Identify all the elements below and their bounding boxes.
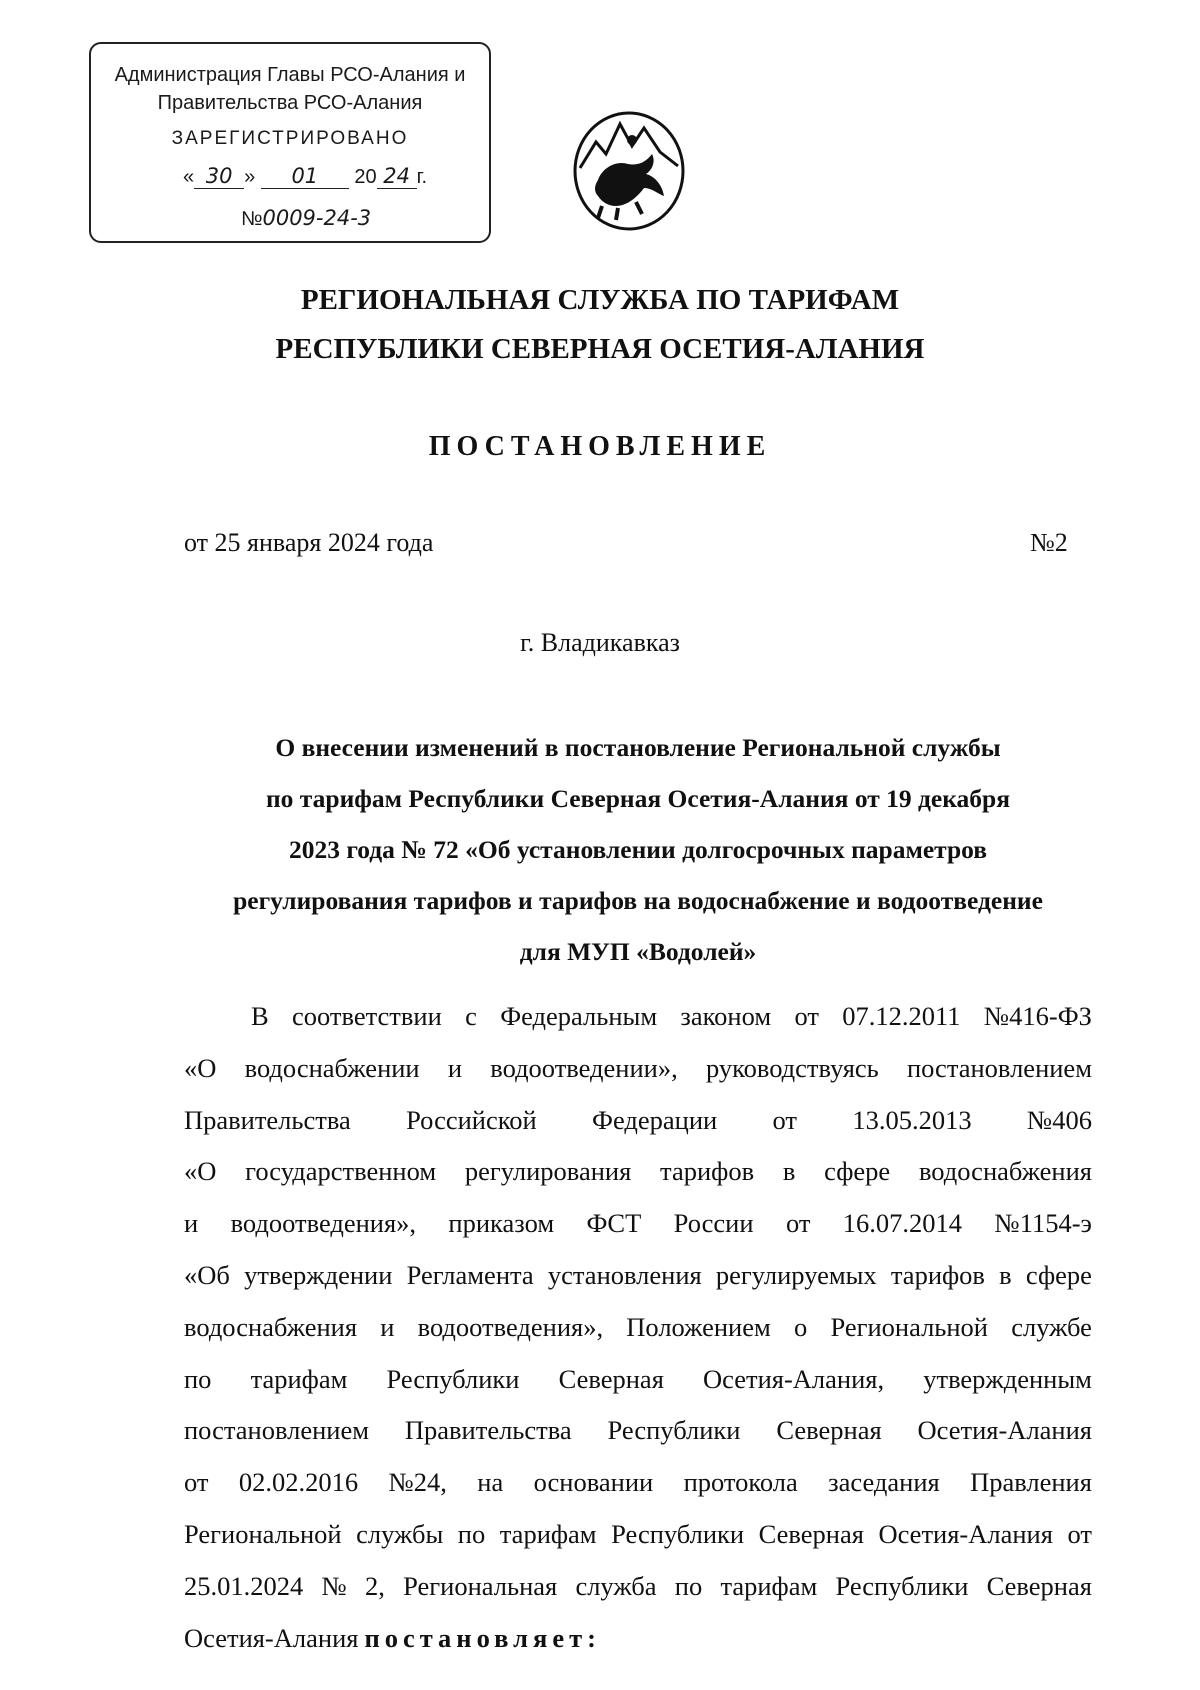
body-line xyxy=(184,1198,1092,1250)
body-word: 16.07.2014 xyxy=(842,1208,963,1239)
body-word: и xyxy=(447,1052,463,1083)
body-word: №406 xyxy=(1026,1104,1092,1135)
body-word: водоснабжении xyxy=(244,1052,420,1083)
document-type: ПОСТАНОВЛЕНИЕ xyxy=(428,431,772,462)
body-word: водоотведения», xyxy=(417,1311,604,1342)
body-word: от xyxy=(794,1001,819,1031)
stamp-month: 01 xyxy=(261,164,349,189)
body-word: Северная xyxy=(986,1570,1092,1601)
body-word: №416-ФЗ xyxy=(983,1001,1092,1031)
body-word: государственном xyxy=(245,1156,437,1187)
body-word: законом xyxy=(680,1001,772,1031)
body-line xyxy=(184,1457,1092,1509)
body-word: «О xyxy=(184,1156,217,1187)
body-word: Регламента xyxy=(406,1259,534,1290)
stamp-line-2: Правительства РСО-Алания xyxy=(157,92,423,114)
body-word: 02.02.2016 xyxy=(238,1467,359,1498)
body-word: Северная xyxy=(776,1415,882,1446)
body-line xyxy=(184,1354,1092,1406)
body-word: с xyxy=(465,1001,477,1031)
stamp-line-1: Администрация Главы РСО-Алания и xyxy=(114,64,466,86)
body-word: №24, xyxy=(388,1467,447,1498)
body-word: от xyxy=(772,1104,797,1135)
body-word: Республики xyxy=(835,1570,969,1601)
body-word: на xyxy=(477,1467,504,1498)
body-line xyxy=(184,1405,1092,1457)
body-word: Региональная xyxy=(403,1570,558,1601)
body-line-last xyxy=(184,1613,1092,1665)
body-word: В xyxy=(251,1001,269,1031)
body-word: постановлением xyxy=(906,1052,1092,1083)
body-word: руководствуясь xyxy=(705,1052,879,1083)
body-word: Региональной xyxy=(830,1311,988,1342)
stamp-day: 30 xyxy=(194,164,244,189)
body-word: Российской xyxy=(406,1104,537,1135)
coat-of-arms-icon xyxy=(572,110,686,232)
body-word: основании xyxy=(533,1467,654,1498)
document-number: №2 xyxy=(1030,528,1068,557)
title-line: регулирования тарифов и тарифов на водоснабжение и водоотведение xyxy=(233,886,1043,915)
stamp-number xyxy=(241,206,371,231)
body-line xyxy=(184,1095,1092,1147)
body-word: сфере xyxy=(824,1156,891,1187)
body-word: от xyxy=(184,1467,209,1498)
body-word: тарифам xyxy=(250,1363,348,1394)
body-line xyxy=(184,1509,1092,1561)
body-word: Республики xyxy=(607,1415,741,1446)
body-word: в xyxy=(999,1259,1012,1290)
body-last-word: постановляет: xyxy=(364,1622,601,1653)
title-line: О внесении изменений в постановление Региональной службы xyxy=(275,733,1001,762)
body-word: № xyxy=(321,1570,347,1601)
body-word: протокола xyxy=(683,1467,798,1498)
body-word: Региональной xyxy=(184,1518,342,1549)
body-word: регулируемых xyxy=(715,1259,877,1290)
body-word: Правления xyxy=(970,1467,1092,1498)
document-body xyxy=(184,991,1092,1664)
body-word: утверждении xyxy=(244,1259,393,1290)
registration-stamp xyxy=(89,42,491,243)
document-date: от 25 января 2024 года xyxy=(184,528,434,557)
body-word: 2, xyxy=(365,1570,385,1601)
document-title xyxy=(184,722,1092,977)
title-line: 2023 года № 72 «Об установлении долгосрочных параметров xyxy=(288,835,988,864)
stamp-number-prefix: № xyxy=(241,208,263,230)
stamp-year-suffix: 24 xyxy=(377,164,417,189)
body-word: Положением xyxy=(626,1311,771,1342)
body-word: водоснабжения xyxy=(184,1311,358,1342)
body-word: приказом xyxy=(448,1208,555,1239)
stamp-number-value: 0009-24-3 xyxy=(262,206,372,230)
body-word: постановлением xyxy=(184,1415,369,1446)
body-word: о xyxy=(793,1311,808,1342)
body-word: регулирования xyxy=(464,1156,632,1187)
body-word: Республики xyxy=(611,1518,745,1549)
stamp-status: ЗАРЕГИСТРИРОВАНО xyxy=(171,128,409,149)
body-word: в xyxy=(782,1156,796,1187)
body-word: Северная xyxy=(758,1518,864,1549)
organization-line-2: РЕСПУБЛИКИ СЕВЕРНАЯ ОСЕТИЯ-АЛАНИЯ xyxy=(275,333,925,365)
body-line xyxy=(184,1302,1092,1354)
body-word: водоснабжения xyxy=(918,1156,1092,1187)
body-word: по xyxy=(674,1570,703,1601)
body-word: службе xyxy=(1011,1311,1092,1342)
body-word: Федерации xyxy=(592,1104,718,1135)
body-word: утвержденным xyxy=(923,1363,1092,1394)
body-word: сфере xyxy=(1025,1259,1092,1290)
body-word: ФСТ xyxy=(586,1208,642,1239)
body-word: от xyxy=(785,1208,811,1239)
body-word: «О xyxy=(184,1052,217,1083)
stamp-year-prefix: 20 xyxy=(354,166,377,188)
body-line xyxy=(184,1250,1092,1302)
body-word: соответствии xyxy=(292,1001,442,1031)
body-word: 13.05.2013 xyxy=(852,1104,972,1135)
body-word: службы xyxy=(356,1518,444,1549)
body-word: водоотведения», xyxy=(230,1208,417,1239)
body-word: 25.01.2024 xyxy=(184,1570,304,1601)
body-line xyxy=(184,1146,1092,1198)
body-last-text: Осетия-Алания xyxy=(184,1622,359,1653)
title-line: для МУП «Водолей» xyxy=(519,937,757,966)
body-word: Правительства xyxy=(404,1415,572,1446)
body-word: Северная xyxy=(558,1363,664,1394)
body-word: от xyxy=(1067,1518,1092,1549)
body-word: установления xyxy=(547,1259,702,1290)
body-word: тарифам xyxy=(720,1570,818,1601)
body-word: по xyxy=(457,1518,486,1549)
body-word: по xyxy=(184,1363,212,1394)
body-word: №1154-э xyxy=(994,1208,1092,1239)
body-word: служба xyxy=(575,1570,657,1601)
organization-line-1: РЕГИОНАЛЬНАЯ СЛУЖБА ПО ТАРИФАМ xyxy=(300,284,900,316)
body-word: 07.12.2011 xyxy=(842,1001,961,1031)
body-word: Осетия-Алания xyxy=(917,1415,1092,1446)
body-line xyxy=(184,991,1092,1043)
body-word: тарифам xyxy=(499,1518,597,1549)
body-word: России xyxy=(673,1208,754,1239)
stamp-date: « 30 » 01 20 24 г. xyxy=(183,164,428,188)
body-word: Осетия-Алания xyxy=(878,1518,1053,1549)
title-line: по тарифам Республики Северная Осетия-Алания от 19 декабря xyxy=(265,784,1011,813)
document-city: г. Владикавказ xyxy=(520,628,680,657)
body-word: Осетия-Алания, xyxy=(703,1363,885,1394)
body-word: заседания xyxy=(828,1467,940,1498)
body-word: и xyxy=(184,1208,199,1239)
body-line xyxy=(184,1561,1092,1613)
body-word: Федеральным xyxy=(500,1001,658,1031)
body-word: водоотведении», xyxy=(490,1052,678,1083)
body-word: Республики xyxy=(386,1363,520,1394)
body-word: тарифов xyxy=(660,1156,755,1187)
body-word: «Об xyxy=(184,1259,230,1290)
body-word: тарифов xyxy=(890,1259,985,1290)
body-word: Правительства xyxy=(184,1104,351,1135)
body-line xyxy=(184,1043,1092,1095)
body-word: и xyxy=(380,1311,395,1342)
